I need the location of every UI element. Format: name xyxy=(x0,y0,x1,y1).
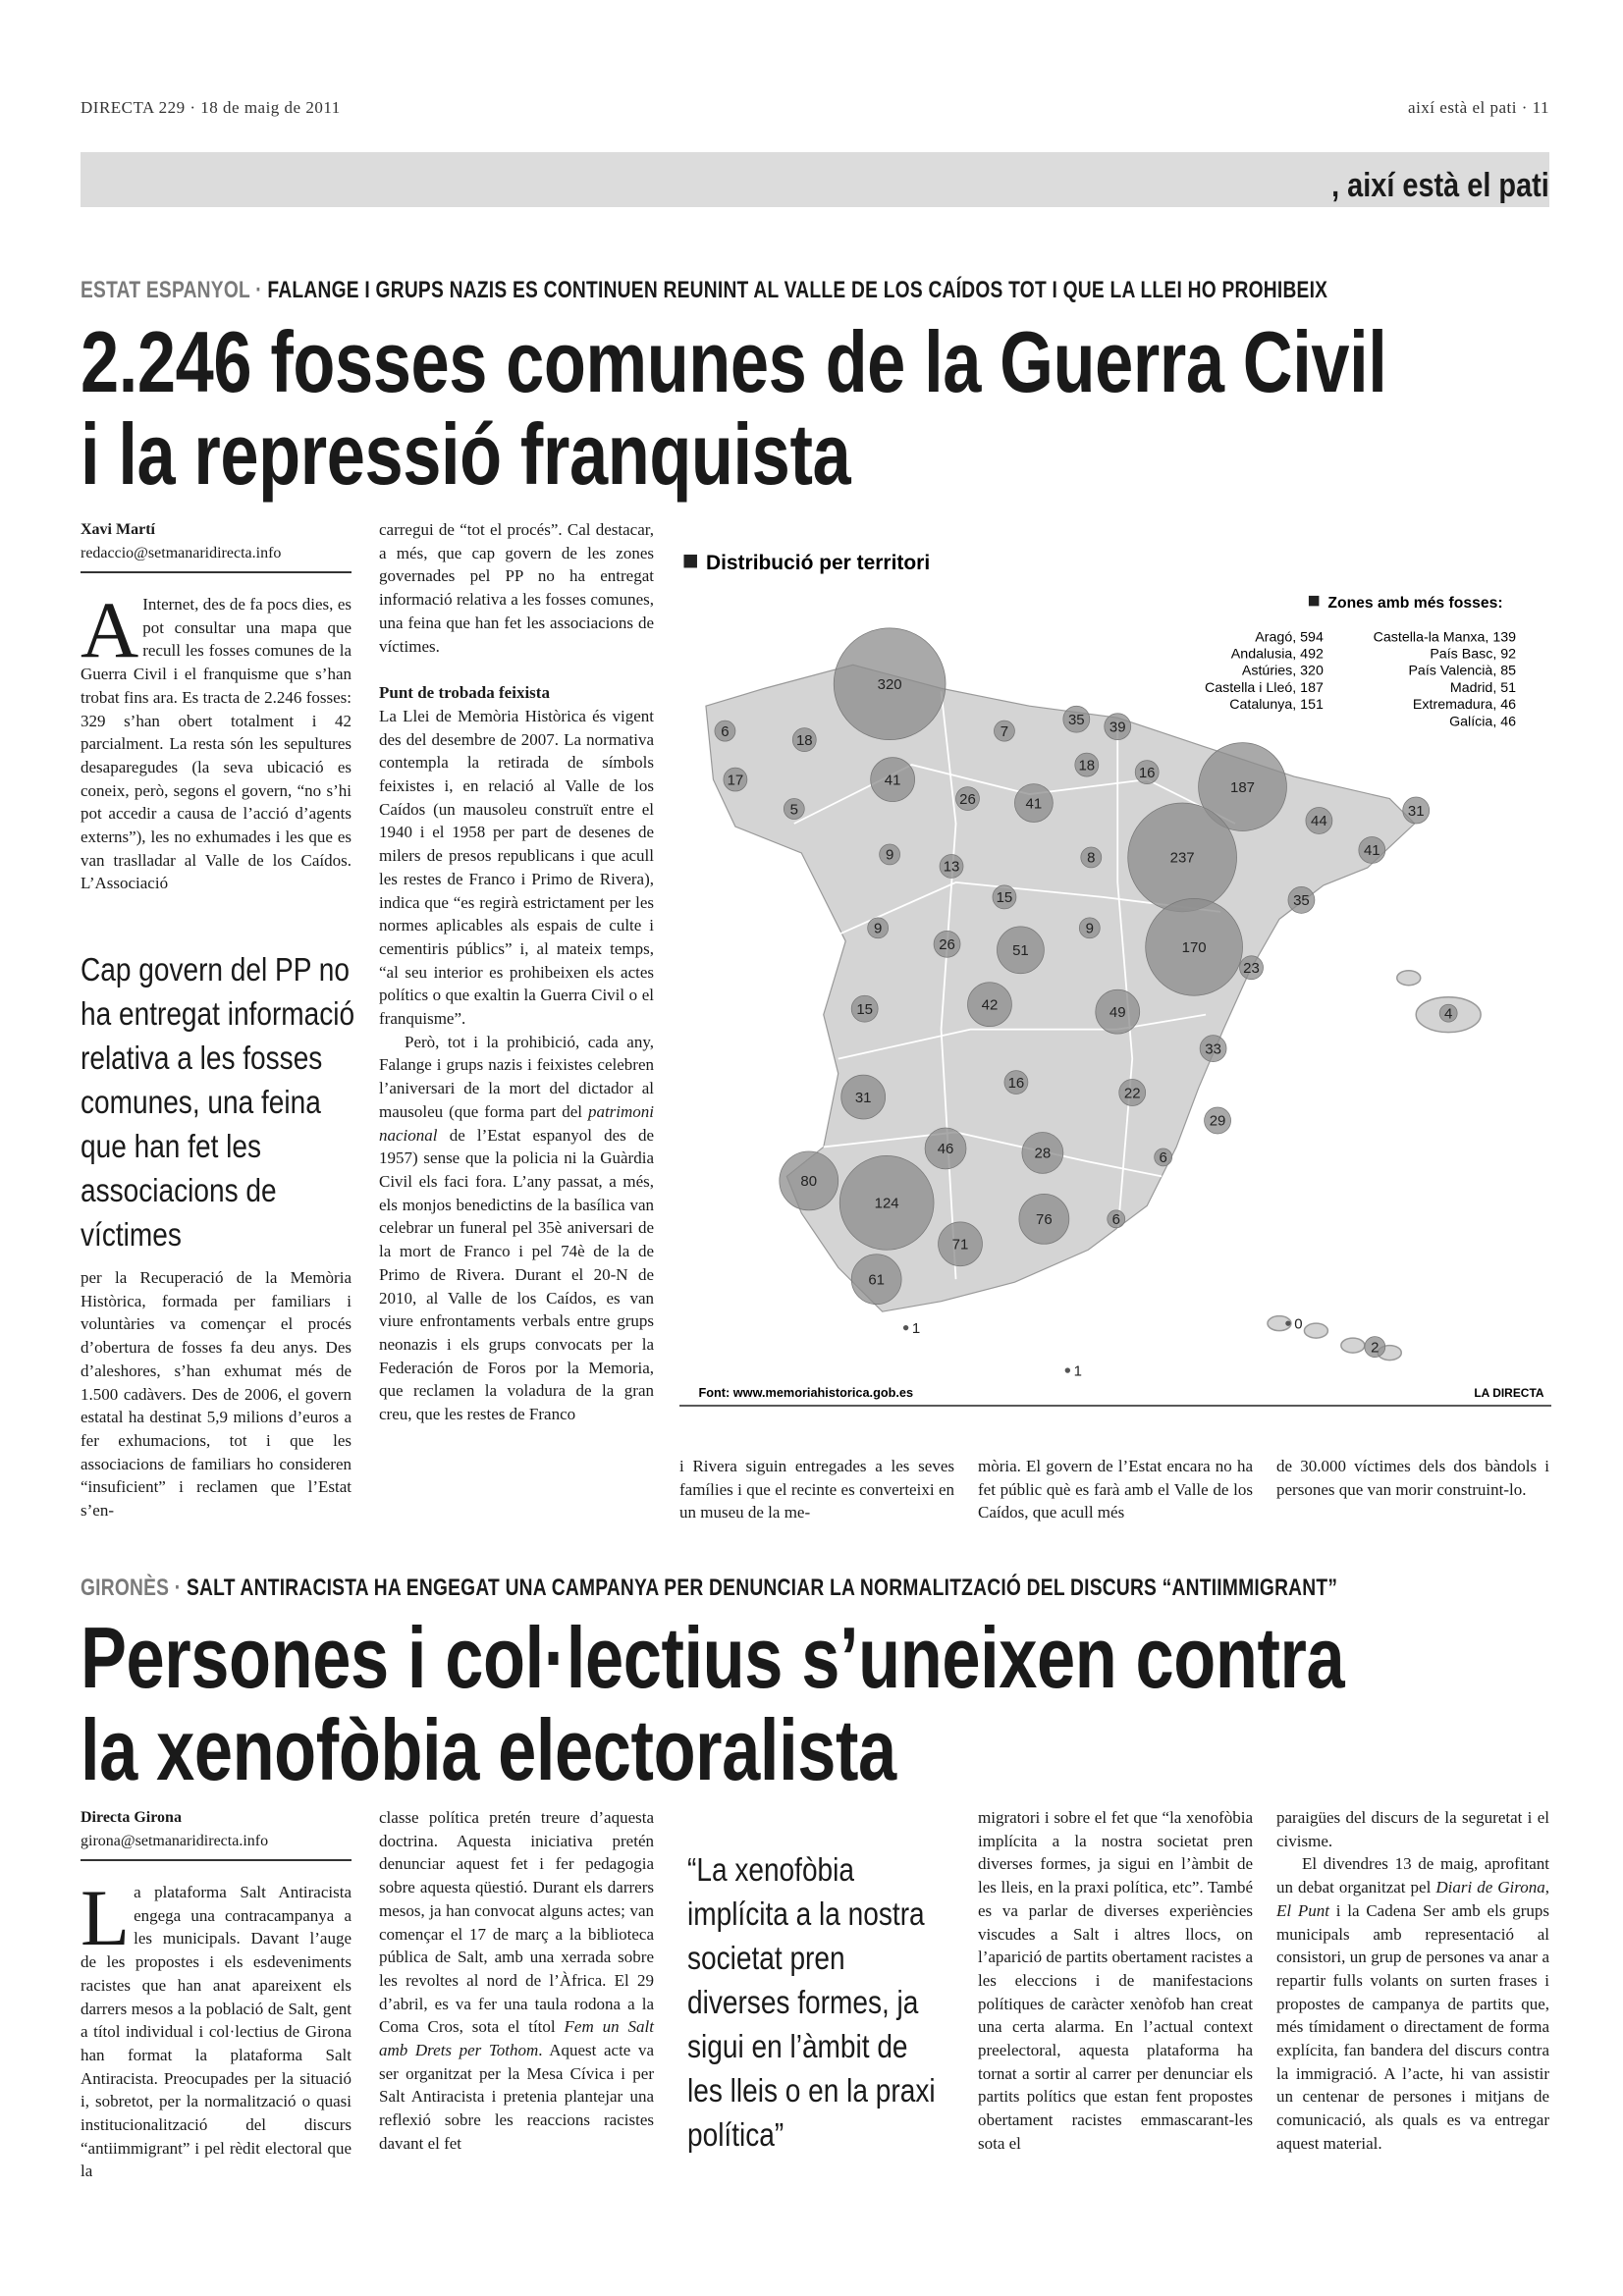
bubble-label: 23 xyxy=(1243,959,1260,977)
bubble-label: 9 xyxy=(1085,920,1094,937)
section-band xyxy=(81,152,1549,207)
legend-item: País Valencià, 85 xyxy=(1408,663,1517,679)
legend-item: Astúries, 320 xyxy=(1241,663,1324,679)
author: Directa Girona xyxy=(81,1809,182,1826)
legend-item: Extremadura, 46 xyxy=(1412,697,1517,714)
bubble-label: 16 xyxy=(1007,1074,1025,1092)
kicker-text: SALT ANTIRACISTA HA ENGEGAT UNA CAMPANYA PER DENUNCIAR LA NORMALITZACIÓ DEL DISCURS “ANTIIMMIGRANT” xyxy=(181,1575,1338,1601)
article2-col2: classe política pretén treure d’aquesta doctrina. Aquesta iniciativa pretén denunciar aquest fet i fer pedagogia sobre aquesta qüestió. Durant els darrers mesos, ja han convocat alguns actes; van començar el 17 de març a la biblioteca pública de Salt, amb una xerrada sobre les revoltes al nord de l’Àfrica. El 29 d’abril, es va fer una taula rodona a la Coma Cros, sota el títol Fem un Salt amb Drets per Tothom. Aquest acte va ser organitzat per la Mesa Cívica i per Salt Antiracista i pretenia plantejar una reflexió sobre les reaccions racistes davant el fet xyxy=(379,1808,654,2153)
bubble-label: 26 xyxy=(939,936,955,954)
bubble-label: 22 xyxy=(1123,1085,1141,1102)
bubble-label: 16 xyxy=(1138,764,1156,781)
article1-col1 xyxy=(81,518,352,895)
bubble-label: 13 xyxy=(943,858,960,876)
bubble-label: 35 xyxy=(1293,892,1310,910)
bubble-label: 29 xyxy=(1209,1112,1226,1130)
map-source: Font: www.memoriahistorica.gob.es xyxy=(698,1385,914,1401)
subhead: Punt de trobada feixista xyxy=(379,683,550,703)
page-folio: així està el pati · 11 xyxy=(1408,98,1549,117)
bubble-label: 33 xyxy=(1205,1041,1221,1058)
issue-date: DIRECTA 229 · 18 de maig de 2011 xyxy=(81,98,341,117)
map-dot xyxy=(903,1325,908,1330)
drop-cap: L xyxy=(81,1873,131,1962)
kicker-text: FALANGE I GRUPS NAZIS ES CONTINUEN REUNINT AL VALLE DE LOS CAÍDOS TOT I QUE LA LLEI HO PROHIBEIX xyxy=(261,277,1328,303)
bubble-label: 1 xyxy=(1073,1362,1082,1380)
bubble-label: 5 xyxy=(789,801,798,819)
title-square-icon xyxy=(683,555,696,567)
bubble-label: 237 xyxy=(1169,849,1195,867)
legend-title: Zones amb més fosses: xyxy=(1327,594,1503,612)
body-text: Però, tot i la prohibició, cada any, Falange i grups nazis i feixistes celebren l’aniversari de la mort del dictador al mausoleu (que forma part del patrimoni nacional de l’Estat espanyol des de 1957) sense que la policia ni la Guàrdia Civil els faci fora. L’any passat, a més, els monjos benedictins de la basílica van celebrar un funeral pel 35è aniversari de la mort de Franco i pel 74è de la de Primo de Rivera. Durant el 20-N de 2010, al Valle de los Caídos, es van viure enfrontaments verbals entre grups neonazis i els grups convocats per la Federación de Foros por la Memoria, que reclamen la voladura de la gran creu, que les restes de Franco xyxy=(379,1032,654,1424)
map-credit: LA DIRECTA xyxy=(1474,1386,1544,1401)
article2-col4: migratori i sobre el fet que “la xenofòbia implícita a la nostra societat pren diverses formes, ja sigui en l’àmbit de les lleis, en la praxi política, etc”. També es va parlar de diverses experiències viscudes a Salt i altres llocs, on l’aparició de partits obertament racistes a les eleccions i de manifestacions polítiques de caràcter xenòfob han creat una certa alarma. En l’actual context preelectoral, aquesta plataforma ha tornat a sortir al carrer per denunciar els partits polítics que estan fent propostes obertament racistes emmascarant-les sota el xyxy=(978,1808,1253,2153)
bubble-label: 31 xyxy=(854,1089,872,1106)
bubble-label: 26 xyxy=(959,790,976,808)
kicker-region: ESTAT ESPANYOL · xyxy=(81,277,262,303)
bubble-label: 124 xyxy=(874,1195,899,1212)
bubble-label: 0 xyxy=(1294,1315,1303,1333)
article1-col4: mòria. El govern de l’Estat encara no ha fet públic què es farà amb el Valle de los Caídos, que acull més xyxy=(978,1457,1253,1522)
drop-cap: A xyxy=(81,585,139,674)
bubble-label: 35 xyxy=(1067,711,1085,728)
bubble-label: 9 xyxy=(885,846,894,864)
legend-item: Aragó, 594 xyxy=(1255,629,1324,646)
author-email[interactable]: redaccio@setmanaridirecta.info xyxy=(81,542,352,573)
bubble-label: 7 xyxy=(1000,722,1009,740)
bubble-label: 6 xyxy=(1159,1149,1167,1167)
legend-item: Castella i Lleó, 187 xyxy=(1204,679,1324,696)
bubble-label: 170 xyxy=(1181,939,1207,957)
bubble-label: 31 xyxy=(1407,802,1425,820)
bubble-label: 41 xyxy=(884,772,901,789)
body-text: Internet, des de fa pocs dies, es pot consultar una mapa que recull les fosses comunes de la Guerra Civil i el franquisme que s’han trobat fins ara. Es tracta de 2.246 fosses: 329 s’han obert totalment i 42 parcialment. La resta són les sepultures desaparegudes (la seva ubicació es coneix, però, segons el govern, “no s’hi pot accedir a causa de l’acció d’agents externs”), les no exhumades i les que es van traslladar al Valle de los Caídos. L’Associació xyxy=(81,595,352,893)
canary-shape xyxy=(1304,1323,1327,1338)
bubble-label: 2 xyxy=(1371,1339,1380,1357)
bubble-label: 44 xyxy=(1311,813,1327,830)
legend-square-icon xyxy=(1309,596,1319,606)
bubble-label: 9 xyxy=(873,920,883,937)
map-title: Distribució per territori xyxy=(705,551,931,574)
article1-kicker xyxy=(81,277,1463,304)
bubble-label: 17 xyxy=(727,772,744,789)
bubble-label: 41 xyxy=(1025,795,1043,813)
balearic-shape xyxy=(1397,971,1421,986)
bubble-label: 18 xyxy=(795,731,813,749)
bubble-label: 15 xyxy=(856,1000,874,1018)
bubble-label: 18 xyxy=(1078,757,1096,774)
bubble-label: 80 xyxy=(800,1173,818,1191)
body-text: a plataforma Salt Antiracista engega una contracampanya a les municipals. Davant l’auge de les propostes i els esdeveniments racistes que han anat apareixent els darrers mesos a la població de Salt, gent a títol individual i col·lectius de Girona han format la plataforma Salt Antiracista. Preocupades per la situació i, sobretot, per la normalització o quasi institucionalització del discurs “antiimmigrant” i pel rèdit electoral que la xyxy=(81,1883,352,2181)
section-title: , així està el pati xyxy=(1331,167,1549,204)
bubble-label: 41 xyxy=(1363,842,1380,860)
bubble-label: 39 xyxy=(1109,719,1126,736)
legend-item: Castella-la Manxa, 139 xyxy=(1373,629,1517,646)
bubble-label: 49 xyxy=(1109,1003,1126,1021)
legend-item: Andalusia, 492 xyxy=(1230,646,1324,663)
article1-headline: 2.246 fosses comunes de la Guerra Civil i la repressió franquista xyxy=(81,313,1387,503)
fosses-map xyxy=(679,525,1551,1415)
article1-col5: de 30.000 víctimes dels dos bàndols i persones que van morir construint-lo. xyxy=(1276,1457,1549,1499)
canary-shape xyxy=(1341,1338,1365,1353)
bubble-label: 61 xyxy=(868,1271,885,1289)
article1-col1-cont: per la Recuperació de la Memòria Històrica, formada per familiars i voluntàries va començar el procés d’obertura de fosses fa deu anys. Des d’aleshores, s’han exhumat més de 1.500 cadàvers. Des de 2006, el govern estatal ha destinat 5,9 milions d’euros a fer exhumacions, tot i que les associacions de familiars ho consideren “insuficient” i reclamen que l’Estat s’en- xyxy=(81,1268,352,1521)
bubble-label: 320 xyxy=(877,675,902,693)
bubble-label: 71 xyxy=(951,1236,969,1254)
article2-kicker xyxy=(81,1575,1463,1602)
article2-headline: Persones i col·lectius s’uneixen contra la xenofòbia electoralista xyxy=(81,1609,1345,1798)
author: Xavi Martí xyxy=(81,521,155,538)
bubble-label: 6 xyxy=(721,722,730,740)
article2-col5: paraigües del discurs de la seguretat i el civisme. El divendres 13 de maig, aprofitant un debat organitzat pel Diari de Girona, El Punt i la Cadena Ser amb els grups municipals amb representació al consistori, un grup de persones va anar a repartir fulls volants on surten frases i propostes de campanya de partits que, més tímidament o directament de forma explícita, fan bandera del discurs contra la immigració. A l’acte, hi van assistir un centenar de persones i mitjans de comunicació, als quals es va entregar aquest material. xyxy=(1276,1808,1549,2153)
bubble-label: 28 xyxy=(1034,1145,1052,1162)
body-text: La Llei de Memòria Històrica és vigent des del desembre de 2007. La normativa contempla la retirada de símbols feixistes i, en relació al Valle de los Caídos (un mausoleu construït entre el 1940 i el 1958 per part de desenes de milers de presos republicans i que acull les restes de Franco i Primo de Rivera), indica que “es regirà estrictament per les normes aplicables als espais de culte i cementiris públics” i, al mateix temps, “al seu interior es prohibeixen els actes polítics o que exaltin la Guerra Civil o el franquisme”. xyxy=(379,706,654,1029)
bubble-label: 42 xyxy=(981,996,999,1014)
bubble-label: 51 xyxy=(1012,942,1029,960)
bubble-label: 8 xyxy=(1087,849,1096,867)
legend-item: País Basc, 92 xyxy=(1430,646,1517,663)
bubble-label: 187 xyxy=(1230,778,1256,796)
bubble-label: 6 xyxy=(1111,1211,1120,1229)
article1-pullquote: Cap govern del PP no ha entregat informació relativa a les fosses comunes, una feina que han fet les associacions de víctimes xyxy=(81,951,355,1253)
bubble-label: 15 xyxy=(996,889,1013,907)
article2-pullquote: “La xenofòbia implícita a la nostra societat pren diverses formes, ja sigui en l’àmbit de les lleis o en la praxi política” xyxy=(687,1851,936,2153)
author-email[interactable]: girona@setmanaridirecta.info xyxy=(81,1830,352,1861)
bubble-label: 46 xyxy=(937,1141,954,1158)
legend-item: Catalunya, 151 xyxy=(1229,697,1324,714)
article2-col1 xyxy=(81,1806,352,2183)
bubble-label: 76 xyxy=(1036,1211,1053,1229)
body-text: carregui de “tot el procés”. Cal destacar, a més, que cap govern de les zones governades pel PP no ha entregat informació relativa a les fosses comunes, una feina que han fet les associacions de víctimes. xyxy=(379,520,654,656)
bubble-label: 1 xyxy=(911,1319,921,1337)
kicker-region: GIRONÈS · xyxy=(81,1575,182,1601)
legend-item: Madrid, 51 xyxy=(1449,679,1517,696)
legend-item: Galícia, 46 xyxy=(1449,714,1517,730)
map-dot xyxy=(1065,1367,1070,1372)
article1-col2 xyxy=(379,518,654,1426)
article1-col3: i Rivera siguin entregades a les seves famílies i que el recinte es converteixi en un museu de la me- xyxy=(679,1457,954,1522)
bubble-label: 4 xyxy=(1444,1005,1453,1023)
map-dot xyxy=(1285,1320,1290,1325)
